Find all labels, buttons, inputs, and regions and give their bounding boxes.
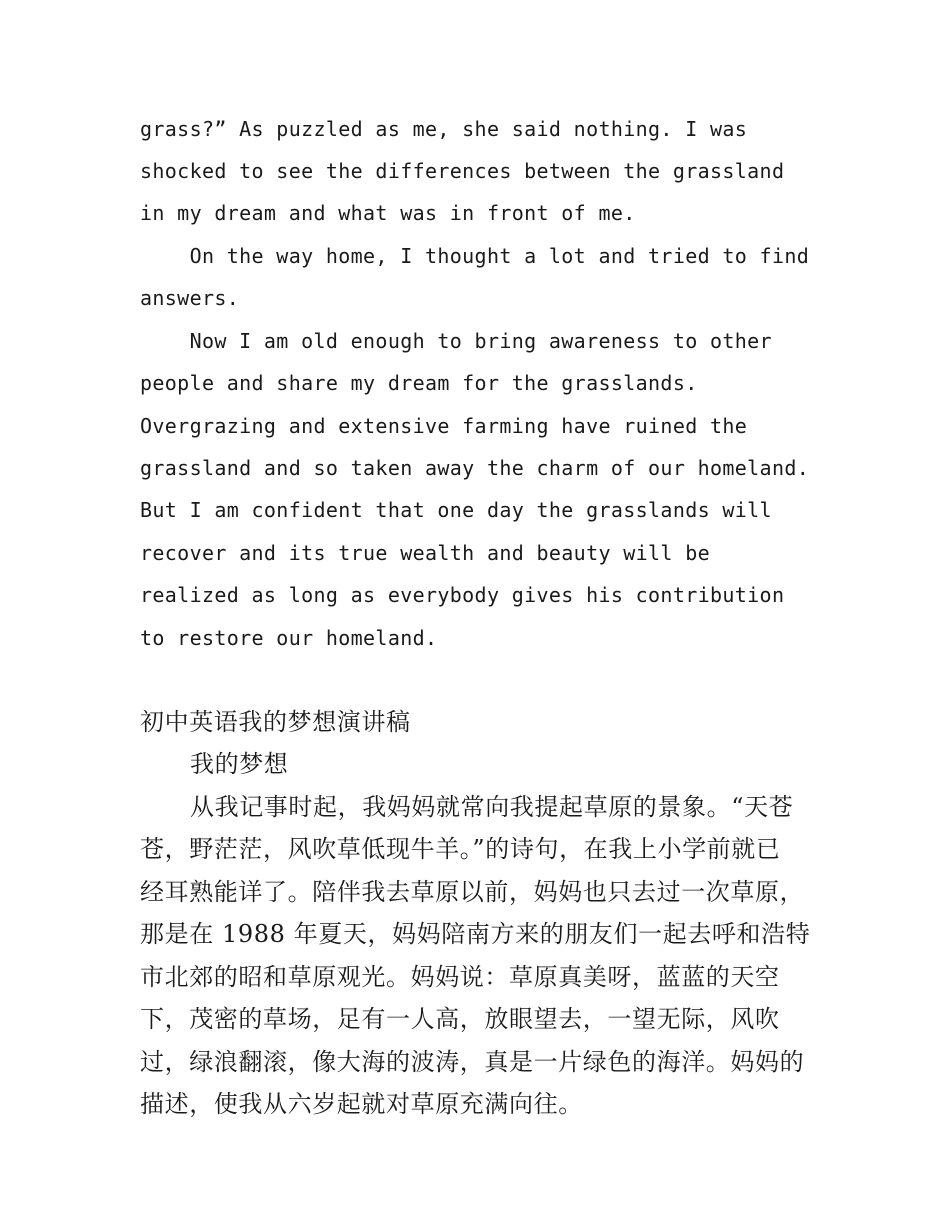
english-line: realized as long as everybody gives his contribution xyxy=(140,583,785,607)
english-line: Overgrazing and extensive farming have ruined the xyxy=(140,414,748,438)
english-line: But I am confident that one day the grasslands will xyxy=(140,498,772,522)
english-line: shocked to see the differences between the grassland xyxy=(140,159,785,183)
chinese-line: 经耳熟能详了。陪伴我去草原以前，妈妈也只去过一次草原， xyxy=(140,878,805,906)
english-line: On the way home, I thought a lot and tried to find xyxy=(140,244,810,268)
chinese-line: 描述，使我从六岁起就对草原充满向往。 xyxy=(140,1090,583,1118)
chinese-line: 下，茂密的草场，足有一人高，放眼望去，一望无际，风吹 xyxy=(140,1005,780,1033)
english-line: Now I am old enough to bring awareness to other xyxy=(140,329,772,353)
english-line: in my dream and what was in front of me. xyxy=(140,201,636,225)
chinese-subtitle: 我的梦想 xyxy=(190,750,289,778)
chinese-line: 苍，野茫茫，风吹草低现牛羊。”的诗句，在我上小学前就已 xyxy=(140,835,781,863)
chinese-line: 过，绿浪翻滚，像大海的波涛，真是一片绿色的海洋。妈妈的 xyxy=(140,1048,805,1076)
english-line: to restore our homeland. xyxy=(140,626,438,650)
english-line: grass?” As puzzled as me, she said nothing. I was xyxy=(140,117,748,141)
english-line: grassland and so taken away the charm of our homeland. xyxy=(140,456,810,480)
english-line: people and share my dream for the grasslands. xyxy=(140,371,698,395)
english-line: recover and its true wealth and beauty will be xyxy=(140,541,710,565)
chinese-line: 市北郊的昭和草原观光。妈妈说：草原真美呀，蓝蓝的天空 xyxy=(140,963,780,991)
chinese-title: 初中英语我的梦想演讲稿 xyxy=(140,708,411,736)
english-line: answers. xyxy=(140,286,240,310)
chinese-line: 从我记事时起，我妈妈就常向我提起草原的景象。“天苍 xyxy=(190,793,794,821)
chinese-line: 那是在 1988 年夏天，妈妈陪南方来的朋友们一起去呼和浩特 xyxy=(140,920,811,948)
